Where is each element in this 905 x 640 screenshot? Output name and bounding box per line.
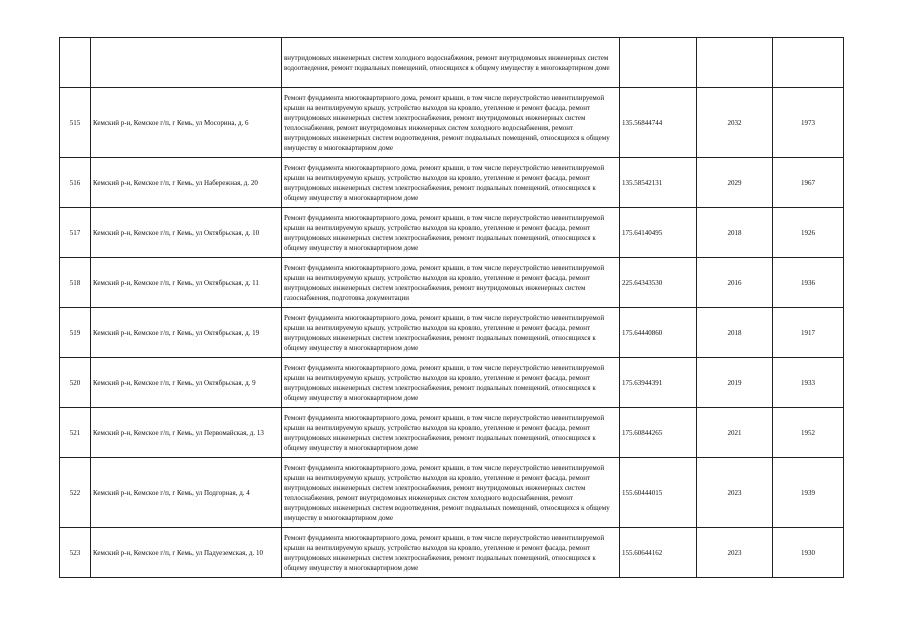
row-repair-year: 2032 bbox=[697, 88, 773, 158]
row-works: Ремонт фундамента многоквартирного дома, ремонт крыши, в том числе переустройство невентилируемой крыши на вентилируемую крышу, устройство выходов на кровлю, утепление и ремонт фасада, ремонт внутридомовых инженерных систем электроснабжения, ремонт подвальных помещений, относящихся к общему имуществу в многоквартирном доме bbox=[282, 158, 620, 208]
housing-repair-register-table bbox=[59, 37, 844, 578]
row-address: Кемский р-н, Кемское г/п, г Кемь, ул Октябрьская, д. 19 bbox=[91, 308, 282, 358]
row-works: Ремонт фундамента многоквартирного дома, ремонт крыши, в том числе переустройство невентилируемой крыши на вентилируемую крышу, устройство выходов на кровлю, утепление и ремонт фасада, ремонт внутридомовых инженерных систем электроснабжения, ремонт внутридомовых инженерных систем теплоснабжения, ремонт внутридомовых инженерных систем холодного водоснабжения, ремонт внутридомовых инженерных систем водоотведения, ремонт подвальных помещений, относящихся к общему имуществу в многоквартирном доме bbox=[282, 458, 620, 528]
row-repair-year: 2016 bbox=[697, 258, 773, 308]
row-address: Кемский р-н, Кемское г/п, г Кемь, ул Октябрьская, д. 9 bbox=[91, 358, 282, 408]
row-repair-year: 2023 bbox=[697, 528, 773, 578]
row-built-year: 1933 bbox=[773, 358, 844, 408]
table-row bbox=[60, 38, 844, 88]
row-cost: 175.64140495 bbox=[620, 208, 697, 258]
row-address: Кемский р-н, Кемское г/п, г Кемь, ул Мосорина, д. 6 bbox=[91, 88, 282, 158]
row-built-year: 1930 bbox=[773, 528, 844, 578]
row-repair-year: 2021 bbox=[697, 408, 773, 458]
row-built-year: 1936 bbox=[773, 258, 844, 308]
row-repair-year bbox=[697, 38, 773, 88]
row-cost: 135.58542131 bbox=[620, 158, 697, 208]
row-address bbox=[91, 38, 282, 88]
row-repair-year: 2029 bbox=[697, 158, 773, 208]
row-works: Ремонт фундамента многоквартирного дома, ремонт крыши, в том числе переустройство невентилируемой крыши на вентилируемую крышу, устройство выходов на кровлю, утепление и ремонт фасада, ремонт внутридомовых инженерных систем электроснабжения, ремонт подвальных помещений, относящихся к общему имуществу в многоквартирном доме bbox=[282, 208, 620, 258]
row-number: 523 bbox=[60, 528, 91, 578]
row-cost: 135.56844744 bbox=[620, 88, 697, 158]
table-row bbox=[60, 528, 844, 578]
table-row bbox=[60, 258, 844, 308]
table-row bbox=[60, 408, 844, 458]
row-number: 520 bbox=[60, 358, 91, 408]
row-address: Кемский р-н, Кемское г/п, г Кемь, ул Октябрьская, д. 10 bbox=[91, 208, 282, 258]
row-address: Кемский р-н, Кемское г/п, г Кемь, ул Набережная, д. 20 bbox=[91, 158, 282, 208]
row-number: 518 bbox=[60, 258, 91, 308]
row-built-year: 1952 bbox=[773, 408, 844, 458]
row-works: Ремонт фундамента многоквартирного дома, ремонт крыши, в том числе переустройство невентилируемой крыши на вентилируемую крышу, устройство выходов на кровлю, утепление и ремонт фасада, ремонт внутридомовых инженерных систем электроснабжения, ремонт подвальных помещений, относящихся к общему имуществу в многоквартирном доме bbox=[282, 308, 620, 358]
row-number: 521 bbox=[60, 408, 91, 458]
row-works: Ремонт фундамента многоквартирного дома, ремонт крыши, в том числе переустройство невентилируемой крыши на вентилируемую крышу, устройство выходов на кровлю, утепление и ремонт фасада, ремонт внутридомовых инженерных систем электроснабжения, ремонт подвальных помещений, относящихся к общему имуществу в многоквартирном доме bbox=[282, 528, 620, 578]
table-row bbox=[60, 458, 844, 528]
row-cost bbox=[620, 38, 697, 88]
row-cost: 175.64440860 bbox=[620, 308, 697, 358]
row-built-year bbox=[773, 38, 844, 88]
row-address: Кемский р-н, Кемское г/п, г Кемь, ул Первомайская, д. 13 bbox=[91, 408, 282, 458]
row-cost: 225.64343530 bbox=[620, 258, 697, 308]
row-number: 515 bbox=[60, 88, 91, 158]
row-works: Ремонт фундамента многоквартирного дома, ремонт крыши, в том числе переустройство невентилируемой крыши на вентилируемую крышу, устройство выходов на кровлю, утепление и ремонт фасада, ремонт внутридомовых инженерных систем электроснабжения, ремонт внутридомовых инженерных систем газоснабжения, подготовка документации bbox=[282, 258, 620, 308]
row-number: 517 bbox=[60, 208, 91, 258]
table-row bbox=[60, 208, 844, 258]
row-cost: 155.60644162 bbox=[620, 528, 697, 578]
row-address: Кемский р-н, Кемское г/п, г Кемь, ул Падуеземская, д. 10 bbox=[91, 528, 282, 578]
row-cost: 175.60844265 bbox=[620, 408, 697, 458]
row-number bbox=[60, 38, 91, 88]
table-row bbox=[60, 308, 844, 358]
row-built-year: 1973 bbox=[773, 88, 844, 158]
table-row bbox=[60, 358, 844, 408]
row-number: 519 bbox=[60, 308, 91, 358]
row-built-year: 1939 bbox=[773, 458, 844, 528]
row-built-year: 1967 bbox=[773, 158, 844, 208]
row-number: 522 bbox=[60, 458, 91, 528]
row-repair-year: 2018 bbox=[697, 208, 773, 258]
table-row bbox=[60, 158, 844, 208]
row-number: 516 bbox=[60, 158, 91, 208]
row-built-year: 1926 bbox=[773, 208, 844, 258]
row-address: Кемский р-н, Кемское г/п, г Кемь, ул Октябрьская, д. 11 bbox=[91, 258, 282, 308]
row-repair-year: 2023 bbox=[697, 458, 773, 528]
table-row bbox=[60, 88, 844, 158]
row-repair-year: 2018 bbox=[697, 308, 773, 358]
row-built-year: 1917 bbox=[773, 308, 844, 358]
row-works: Ремонт фундамента многоквартирного дома, ремонт крыши, в том числе переустройство невентилируемой крыши на вентилируемую крышу, устройство выходов на кровлю, утепление и ремонт фасада, ремонт внутридомовых инженерных систем электроснабжения, ремонт внутридомовых инженерных систем теплоснабжения, ремонт внутридомовых инженерных систем холодного водоснабжения, ремонт внутридомовых инженерных систем водоотведения, ремонт подвальных помещений, относящихся к общему имуществу в многоквартирном доме bbox=[282, 88, 620, 158]
row-cost: 175.63944391 bbox=[620, 358, 697, 408]
row-works: Ремонт фундамента многоквартирного дома, ремонт крыши, в том числе переустройство невентилируемой крыши на вентилируемую крышу, устройство выходов на кровлю, утепление и ремонт фасада, ремонт внутридомовых инженерных систем электроснабжения, ремонт подвальных помещений, относящихся к общему имуществу в многоквартирном доме bbox=[282, 358, 620, 408]
row-works: внутридомовых инженерных систем холодного водоснабжения, ремонт внутридомовых инженерных систем водоотведения, ремонт подвальных помещений, относящихся к общему имуществу в многоквартирном доме bbox=[282, 38, 620, 88]
row-works: Ремонт фундамента многоквартирного дома, ремонт крыши, в том числе переустройство невентилируемой крыши на вентилируемую крышу, устройство выходов на кровлю, утепление и ремонт фасада, ремонт внутридомовых инженерных систем электроснабжения, ремонт подвальных помещений, относящихся к общему имуществу в многоквартирном доме bbox=[282, 408, 620, 458]
row-repair-year: 2019 bbox=[697, 358, 773, 408]
row-address: Кемский р-н, Кемское г/п, г Кемь, ул Подгорная, д. 4 bbox=[91, 458, 282, 528]
row-cost: 155.60444015 bbox=[620, 458, 697, 528]
